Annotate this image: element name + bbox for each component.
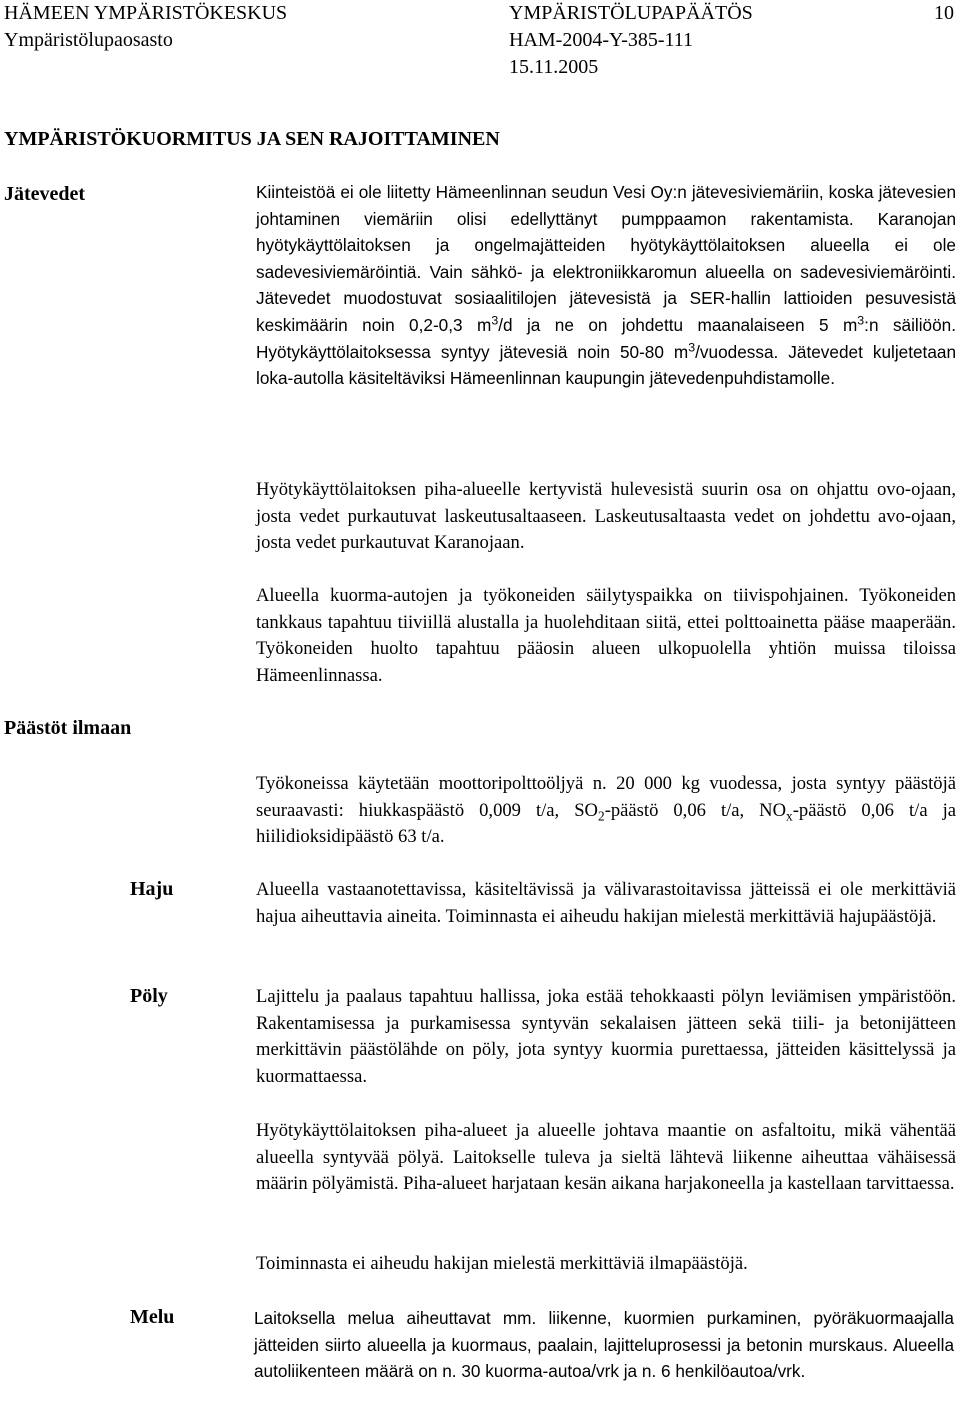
paragraph-poly-1: Lajittelu ja paalaus tapahtuu hallissa, joka estää tehokkaasti pölyn leviämisen ympäristöön. Rakentamisessa ja purkamisessa syntyvän sekalaisen jätteen sekä tiili- ja betonijätteen merkittävin päästölähde on pöly, jota syntyy kuormia purettaessa, jätteiden käsittelyssä ja kuormattaessa. <box>256 986 956 1087</box>
paragraph-paastot-ilmaan: Työkoneissa käytetään moottoripolttoöljyä n. 20 000 kg vuodessa, josta syntyy päästöjä seuraavasti: hiukkaspäästö 0,009 t/a, $SO_2$-päästö 0,06 t/a, $NO_x$-päästö 0,06 t/a ja hiilidioksidipäästö 63 t/a. <box>256 773 956 848</box>
paragraph-melu: Laitoksella melua aiheuttavat mm. liikenne, kuormien purkaminen, pyöräkuormaajalla jätteiden siirto alueella ja kuormaus, paalain, lajitteluprosessi ja betonin murskaus. Alueella autoliikenteen määrä on n. 30 kuorma-autoa/vrk ja n. 6 henkilöautoa/vrk. <box>254 1308 954 1382</box>
paragraph-jatevedet-2: Hyötykäyttölaitoksen piha-alueelle kertyvistä hulevesistä suurin osa on ohjattu ovo-ojaan, josta vedet purkautuvat laskeutusaltaaseen. Laskeutusaltaasta vedet on johdettu avo-ojaan, josta vedet purkautuvat Karanojaan. <box>256 479 956 554</box>
department-name: Ympäristölupaosasto <box>4 29 173 51</box>
paragraph-poly-3: Toiminnasta ei aiheudu hakijan mielestä merkittäviä ilmapäästöjä. <box>256 1253 748 1274</box>
heading-poly: Pöly <box>130 985 168 1007</box>
heading-haju: Haju <box>130 878 174 900</box>
document-id: HAM-2004-Y-385-111 <box>509 29 694 51</box>
page-number: 10 <box>934 2 954 24</box>
heading-melu: Melu <box>130 1306 175 1328</box>
section-title: YMPÄRISTÖKUORMITUS JA SEN RAJOITTAMINEN <box>4 128 500 150</box>
paragraph-haju: Alueella vastaanotettavissa, käsiteltävissä ja välivarastoitavissa jätteissä ei ole merkittäviä hajua aiheuttavia aineita. Toiminnasta ei aiheudu hakijan mielestä merkittäviä hajupäästöjä. <box>256 879 956 927</box>
document-type: YMPÄRISTÖLUPAPÄÄTÖS <box>509 2 753 24</box>
paragraph-jatevedet-3: Alueella kuorma-autojen ja työkoneiden säilytyspaikka on tiivispohjainen. Työkoneiden tankkaus tapahtuu tiiviillä alustalla ja huolehditaan siitä, ettei polttoainetta pääse maaperään. Työkoneiden huolto tapahtuu pääosin alueen ulkopuolella yhtiön muissa tiloissa Hämeenlinnassa. <box>256 585 956 686</box>
heading-paastot-ilmaan: Päästöt ilmaan <box>4 717 132 739</box>
heading-jatevedet: Jätevedet <box>4 183 86 205</box>
document-date: 15.11.2005 <box>509 56 599 78</box>
organization-name: HÄMEEN YMPÄRISTÖKESKUS <box>4 2 288 24</box>
paragraph-jatevedet-1: Kiinteistöä ei ole liitetty Hämeenlinnan seudun Vesi Oy:n jätevesiviemäriin, koska jätevesien johtaminen viemäriin olisi edellyttänyt pumppaamon rakentamista. Karanojan hyötykäyttölaitoksen ja ongelmajätteiden hyötykäyttölaitoksen alueella ei ole sadevesiviemäröintiä. Vain sähkö- ja elektroniikkaromun alueella on sadevesiviemäröinti. Jätevedet muodostuvat sosiaalitilojen jätevesistä ja SER-hallin lattioiden pesuvesistä keskimäärin noin 0,2-0,3 $m^3/d$ ja ne on johdettu maanalaiseen 5 $m^3:n$ säiliöön. Hyötykäyttölaitoksessa syntyy jätevesiä noin 50-80 $m^3$/vuodessa. Jätevedet kuljetetaan loka-autolla käsiteltäviksi Hämeenlinnan kaupungin jätevedenpuhdistamolle. <box>256 182 957 389</box>
paragraph-poly-2: Hyötykäyttölaitoksen piha-alueet ja alueelle johtava maantie on asfaltoitu, mikä vähentää alueella syntyvää pölyä. Laitokselle tuleva ja sieltä lähtevä liikenne aiheuttaa vähäisessä määrin pölyämistä. Piha-alueet harjataan kesän aikana harjakoneella ja kastellaan tarvittaessa. <box>256 1120 956 1195</box>
